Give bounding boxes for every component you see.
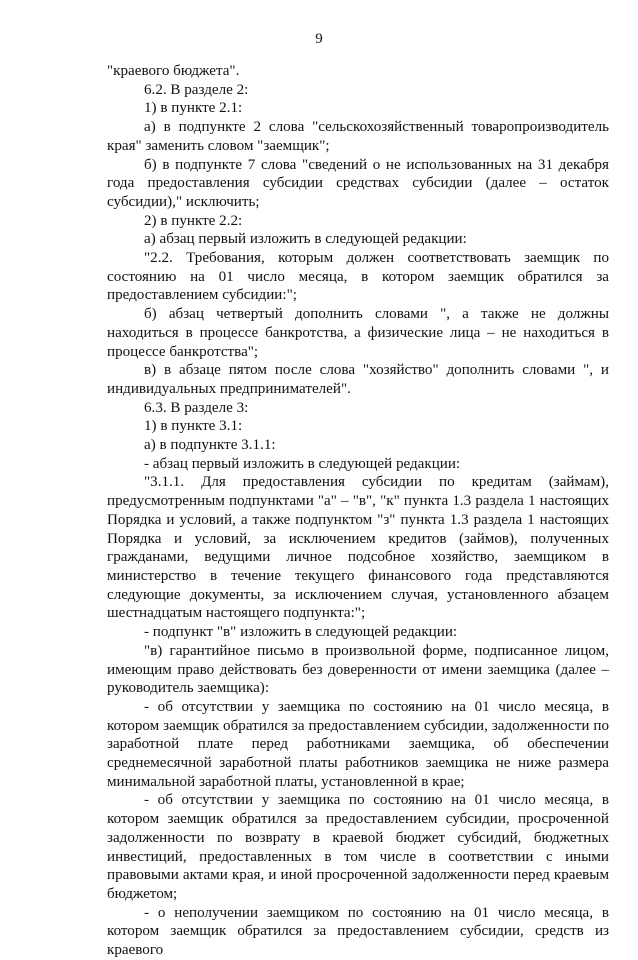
document-body [107, 62, 609, 960]
paragraph: - об отсутствии у заемщика по состоянию на 01 число месяца, в котором заемщик обратился за предоставлением субсидии, просроченной задолженности по возврату в краевой бюджет субсидий, бюджетных инвестиций, предоставленных в том числе в соответствии с иными правовыми актами края, и иной просроченной задолженности перед краевым бюджетом; [107, 792, 609, 902]
paragraph: "краевого бюджета". [107, 63, 240, 79]
paragraph: 6.3. В разделе 3: [144, 399, 249, 416]
paragraph: "3.1.1. Для предоставления субсидии по кредитам (займам), предусмотренным подпунктами "а" – "в", "к" пункта 1.3 раздела 1 настоящих Порядка и условий, а также подпунктом "з" пункта 1.3 раздела 1 настоящих Порядка и условий, за исключением кредитов (займов), полученных гражданами, ведущими личное подсобное хозяйство, заемщиком в министерство в течение текущего финансового года представляются следующие документы, за исключением случая, установленного абзацем шестнадцатым настоящего подпункта:"; [107, 474, 609, 622]
paragraph: 1) в пункте 3.1: [144, 418, 243, 435]
paragraph: 1) в пункте 2.1: [144, 100, 243, 117]
paragraph: б) абзац четвертый дополнить словами ", а также не должны находиться в процессе банкротства, а физические лица – не находиться в процессе банкротства"; [107, 306, 609, 360]
paragraph: а) в подпункте 3.1.1: [144, 437, 276, 454]
paragraph: а) абзац первый изложить в следующей редакции: [144, 231, 467, 248]
paragraph: "2.2. Требования, которым должен соответствовать заемщик по состоянию на 01 число месяца, в котором заемщик обратился за предоставлением субсидии:"; [107, 250, 609, 304]
paragraph: - подпункт "в" изложить в следующей редакции: [144, 624, 458, 641]
paragraph: 6.2. В разделе 2: [144, 81, 249, 98]
paragraph: 2) в пункте 2.2: [144, 212, 243, 229]
paragraph: "в) гарантийное письмо в произвольной форме, подписанное лицом, имеющим право действовать без доверенности от имени заемщика (далее – руководитель заемщика): [107, 642, 609, 697]
paragraph: - о неполучении заемщиком по состоянию на 01 число месяца, в котором заемщик обратился за предоставлением субсидии, средств из краевого [107, 904, 609, 959]
paragraph: в) в абзаце пятом после слова "хозяйство" дополнить словами ", и индивидуальных предпринимателей". [107, 362, 609, 397]
page-number: 9 [315, 31, 323, 47]
paragraph: б) в подпункте 7 слова "сведений о не использованных на 31 декабря года предоставления субсидии средствах субсидии (далее – остаток субсидии)," исключить; [107, 156, 609, 210]
paragraph: - абзац первый изложить в следующей редакции: [144, 455, 461, 472]
paragraph: - об отсутствии у заемщика по состоянию на 01 число месяца, в котором заемщик обратился за предоставлением субсидии, задолженности по заработной плате перед работниками заемщика, об обеспечении среднемесячной заработной платы работников заемщика не ниже размера минимальной заработной платы, установленной в крае; [107, 698, 609, 790]
paragraph: а) в подпункте 2 слова "сельскохозяйственный товаропроизводитель края" заменить словом "заемщик"; [107, 119, 609, 154]
